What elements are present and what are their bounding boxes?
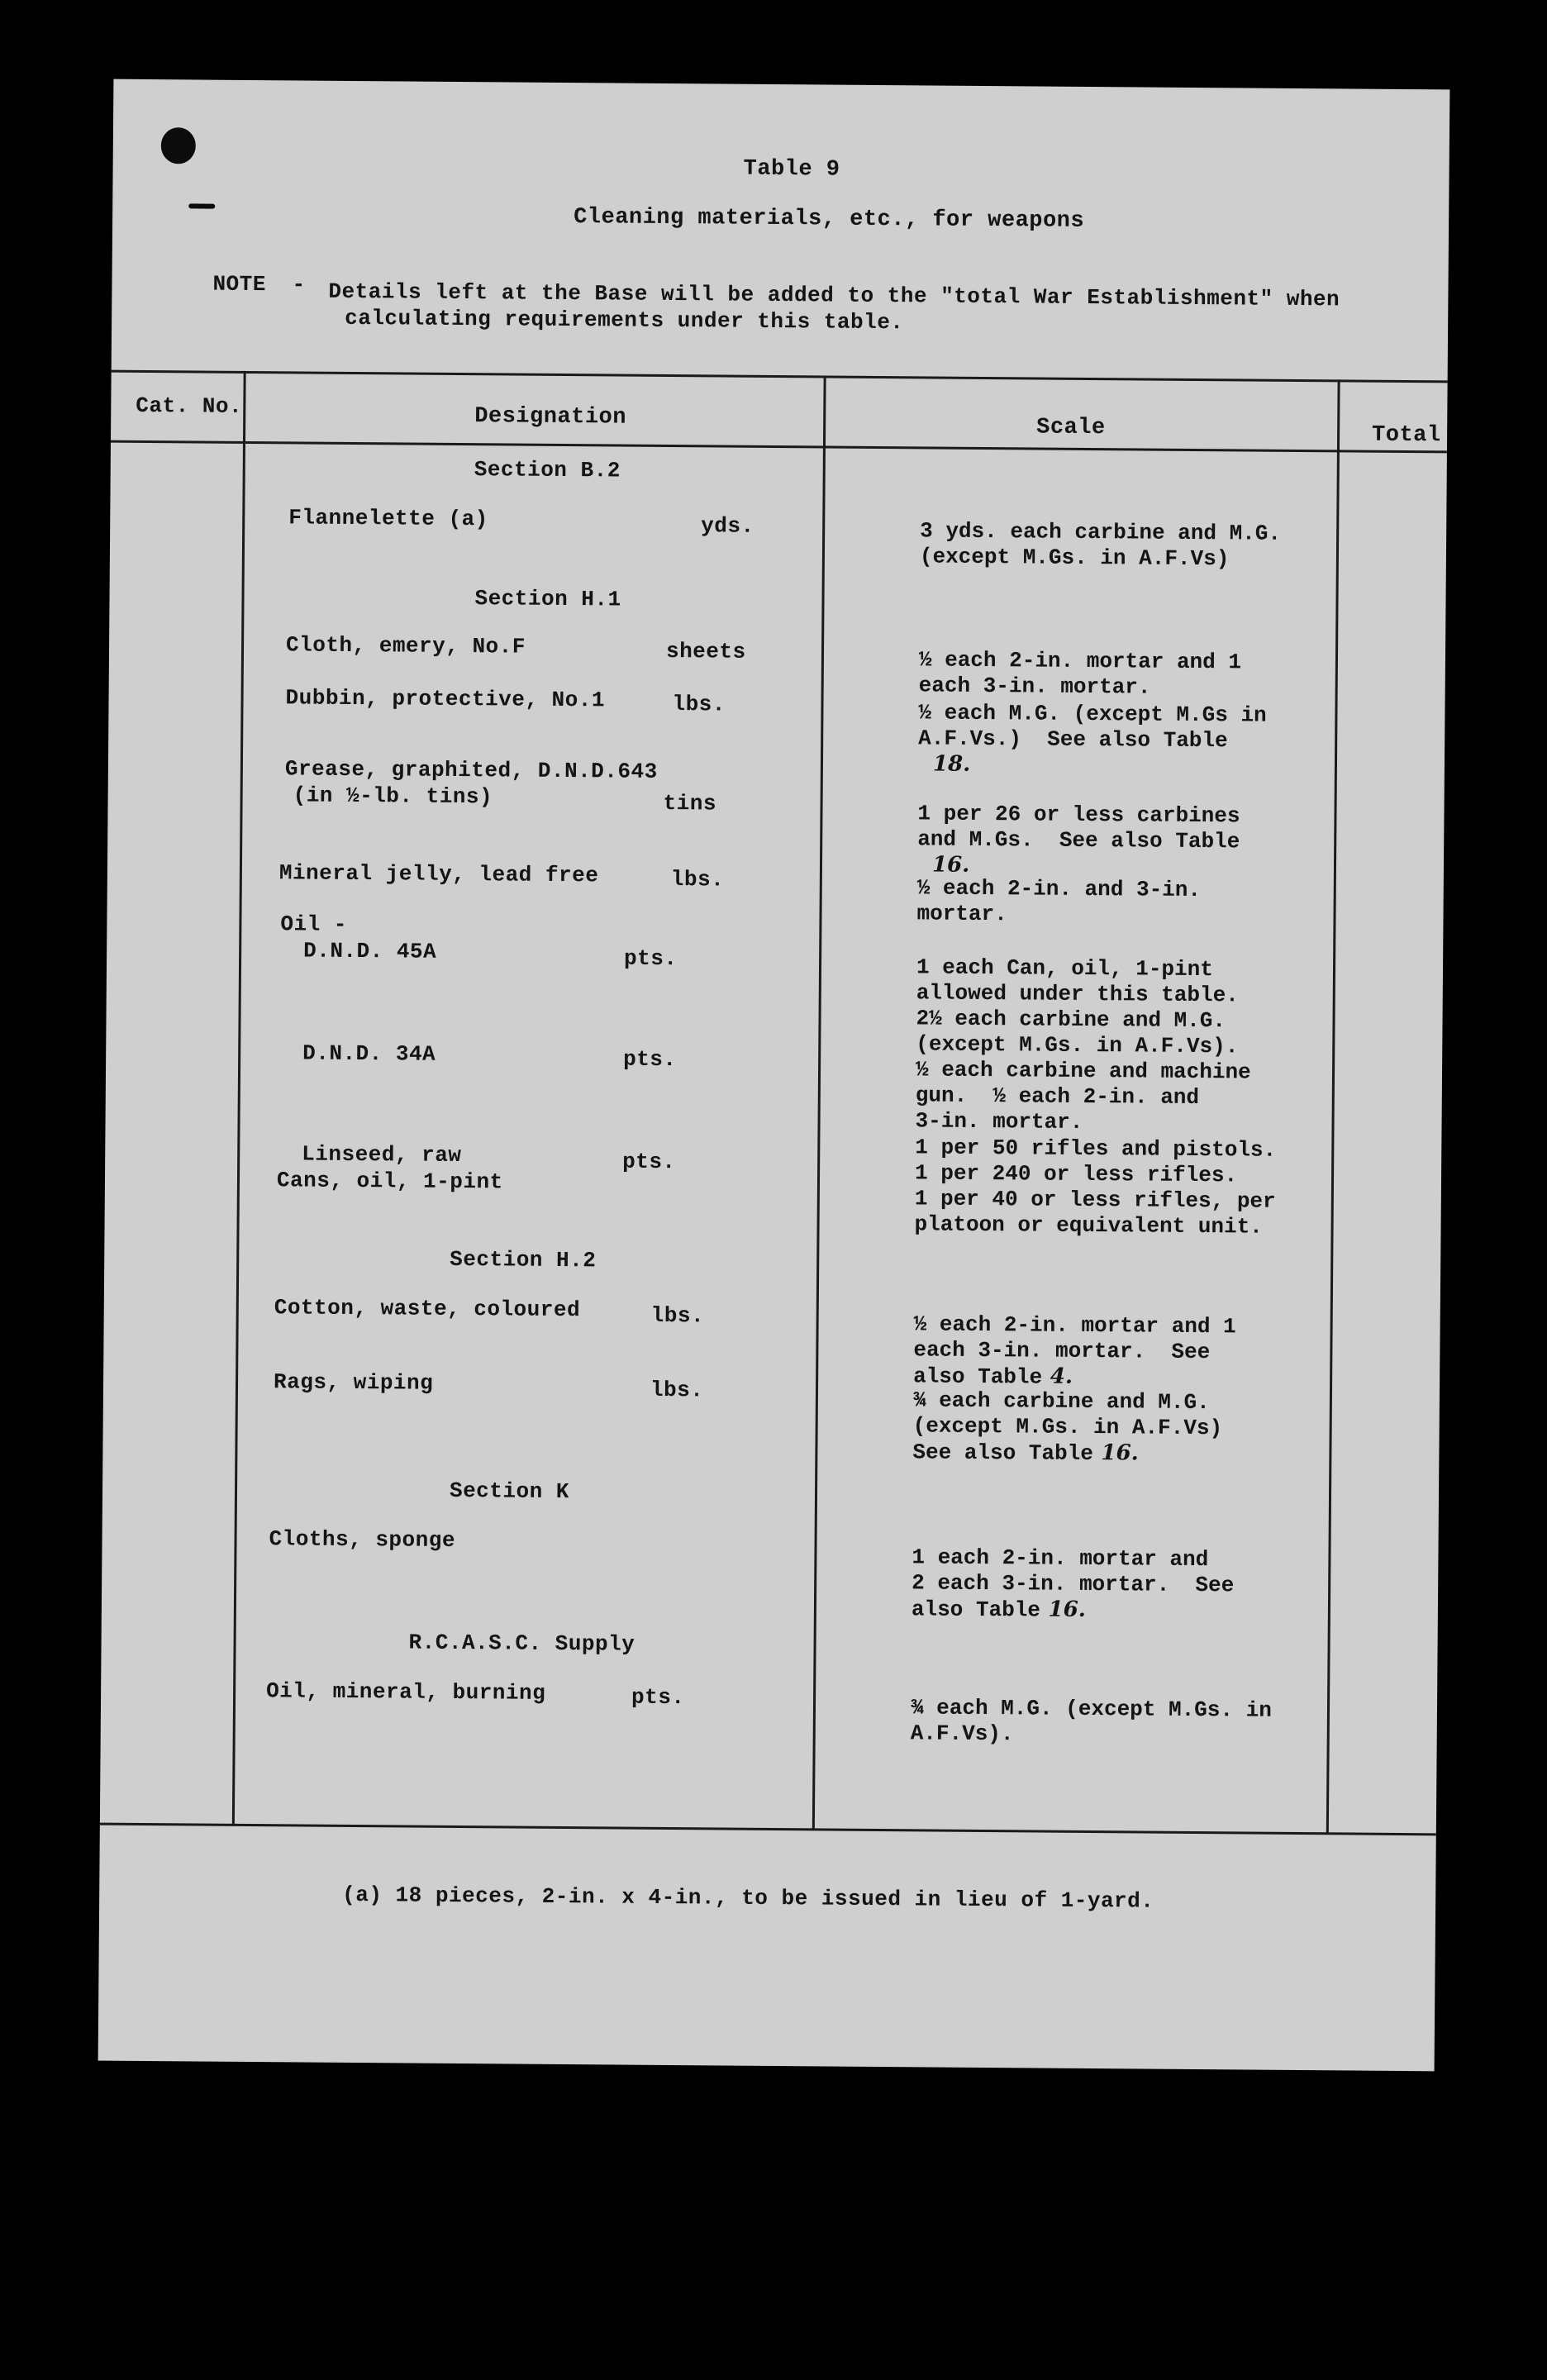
item-oil-heading: Oil - — [280, 912, 348, 937]
item-cloth-emery: Cloth, emery, No.F — [285, 632, 526, 659]
scale-line: 3 yds. each carbine and M.G. — [920, 518, 1282, 546]
scale-line: ½ each 2-in. mortar and 1 — [913, 1311, 1236, 1340]
scale-flannelette — [920, 518, 1383, 573]
col-header-scale: Scale — [1036, 415, 1106, 441]
scale-cotton — [913, 1311, 1377, 1392]
scale-line: each 3-in. mortar. See — [913, 1337, 1211, 1365]
footnote: (a) 18 pieces, 2-in. x 4-in., to be issued in lieu of 1-yard. — [342, 1882, 1154, 1914]
unit-dubbin: lbs. — [672, 692, 726, 717]
unit-oil-34a: pts. — [623, 1046, 677, 1073]
scale-line: A.F.Vs). — [910, 1721, 1014, 1747]
header-bottom-rule — [111, 440, 1447, 454]
scale-line: A.F.Vs.) See also Table — [918, 726, 1228, 754]
section-b2-heading: Section B.2 — [474, 457, 621, 483]
section-rcasc-heading: R.C.A.S.C. Supply — [408, 1630, 635, 1657]
unit-cotton: lbs. — [650, 1302, 705, 1329]
ink-blot — [161, 127, 196, 164]
item-oil-45a: D.N.D. 45A — [303, 938, 437, 964]
scale-line: 1 per 26 or less carbines — [917, 801, 1240, 829]
unit-linseed: pts. — [622, 1149, 676, 1175]
col-header-cat-no: Cat. No. — [136, 393, 243, 419]
scale-oil-mineral — [911, 1695, 1373, 1749]
note-line-2: calculating requirements under this table. — [345, 305, 904, 336]
note-label: NOTE — [212, 271, 267, 298]
document-page — [98, 79, 1450, 2072]
scale-mineral-jelly — [916, 875, 1379, 930]
item-oil-34a: D.N.D. 34A — [302, 1040, 436, 1067]
handwritten-table-ref: 16. — [1101, 1440, 1139, 1466]
unit-rags: lbs. — [650, 1377, 704, 1403]
scale-line: 1 per 40 or less rifles, per — [914, 1186, 1276, 1214]
item-rags: Rags, wiping — [273, 1369, 434, 1396]
unit-mineral-jelly: lbs. — [670, 867, 725, 892]
scale-dubbin — [918, 700, 1382, 780]
scale-line: 1 per 240 or less rifles. — [914, 1160, 1238, 1188]
handwritten-table-ref: 18. — [932, 751, 971, 777]
scale-line: 3-in. mortar. — [915, 1108, 1083, 1135]
scale-line: 1 per 50 rifles and pistols. — [915, 1135, 1277, 1163]
scale-line: ½ each carbine and machine — [915, 1057, 1251, 1085]
item-grease: Grease, graphited, D.N.D.643 — [284, 756, 658, 784]
col-rule-1 — [232, 371, 246, 1825]
unit-oil-mineral: pts. — [631, 1684, 685, 1711]
col-header-designation: Designation — [474, 404, 627, 431]
scale-line: ½ each 2-in. and 3-in. — [916, 875, 1202, 903]
item-flannelette: Flannelette (a) — [288, 505, 488, 532]
scale-grease — [917, 801, 1381, 881]
unit-cloth-emery: sheets — [665, 638, 746, 664]
scale-line: ¾ each carbine and M.G. — [912, 1388, 1210, 1416]
scale-line: mortar. — [916, 901, 1007, 927]
note-dash: - — [292, 272, 306, 298]
scale-line: also Table — [911, 1597, 1041, 1623]
scale-line: also Table — [913, 1364, 1043, 1390]
unit-flannelette: yds. — [701, 513, 754, 539]
table-bottom-rule — [100, 1823, 1436, 1836]
item-grease-note: (in ½-lb. tins) — [293, 783, 493, 810]
scale-cloths-sponge — [912, 1545, 1375, 1626]
table-subtitle: Cleaning materials, etc., for weapons — [574, 205, 1085, 234]
unit-oil-45a: pts. — [623, 945, 678, 972]
item-mineral-jelly: Mineral jelly, lead free — [278, 860, 599, 888]
col-rule-2 — [812, 375, 826, 1830]
scale-line: (except M.Gs. in A.F.Vs) — [919, 544, 1230, 572]
note-line-1: Details left at the Base will be added to the "total War Establishment" when — [328, 278, 1340, 312]
scale-line: ¾ each M.G. (except M.Gs. in — [910, 1695, 1272, 1723]
unit-grease: tins — [663, 790, 717, 816]
handwritten-table-ref: 4. — [1050, 1364, 1073, 1389]
scale-line: See also Table — [912, 1440, 1093, 1467]
scale-line: ½ each 2-in. mortar and 1 — [918, 647, 1242, 675]
item-cotton: Cotton, waste, coloured — [274, 1295, 581, 1323]
item-cans: Cans, oil, 1-pint — [276, 1168, 503, 1195]
scale-cloth-emery — [919, 647, 1382, 702]
item-linseed: Linseed, raw — [302, 1141, 462, 1169]
scale-oil-45a — [916, 954, 1379, 1060]
scale-line: platoon or equivalent unit. — [914, 1211, 1263, 1240]
section-h2-heading: Section H.2 — [450, 1246, 597, 1273]
scale-line: allowed under this table. — [916, 980, 1239, 1008]
section-h1-heading: Section H.1 — [474, 586, 621, 612]
scale-line: 2½ each carbine and M.G. — [916, 1006, 1226, 1034]
scale-oil-34a — [915, 1057, 1378, 1137]
scale-line: 1 each Can, oil, 1-pint — [916, 954, 1213, 983]
col-header-total: Total — [1371, 422, 1441, 449]
scale-line: 1 each 2-in. mortar and — [912, 1545, 1209, 1573]
table-label: Table 9 — [743, 156, 840, 183]
section-k-heading: Section K — [449, 1478, 570, 1505]
handwritten-table-ref: 16. — [1048, 1597, 1086, 1622]
scale-line: gun. ½ each 2-in. and — [915, 1083, 1200, 1111]
table-top-rule — [112, 370, 1448, 383]
item-dubbin: Dubbin, protective, No.1 — [285, 685, 606, 713]
item-cloths-sponge: Cloths, sponge — [269, 1526, 456, 1553]
scale-linseed-cans — [914, 1135, 1378, 1240]
scale-line: (except M.Gs. in A.F.Vs). — [916, 1031, 1239, 1059]
scale-line: each 3-in. mortar. — [918, 673, 1151, 700]
item-oil-mineral: Oil, mineral, burning — [266, 1678, 546, 1706]
ink-mark — [188, 203, 215, 208]
scale-rags — [912, 1388, 1376, 1468]
scale-line: ½ each M.G. (except M.Gs in — [918, 700, 1267, 728]
scale-line: (except M.Gs. in A.F.Vs) — [912, 1413, 1223, 1441]
handwritten-table-ref: 16. — [931, 852, 970, 878]
scale-line: 2 each 3-in. mortar. See — [912, 1570, 1235, 1598]
scale-line: and M.Gs. See also Table — [917, 826, 1240, 854]
